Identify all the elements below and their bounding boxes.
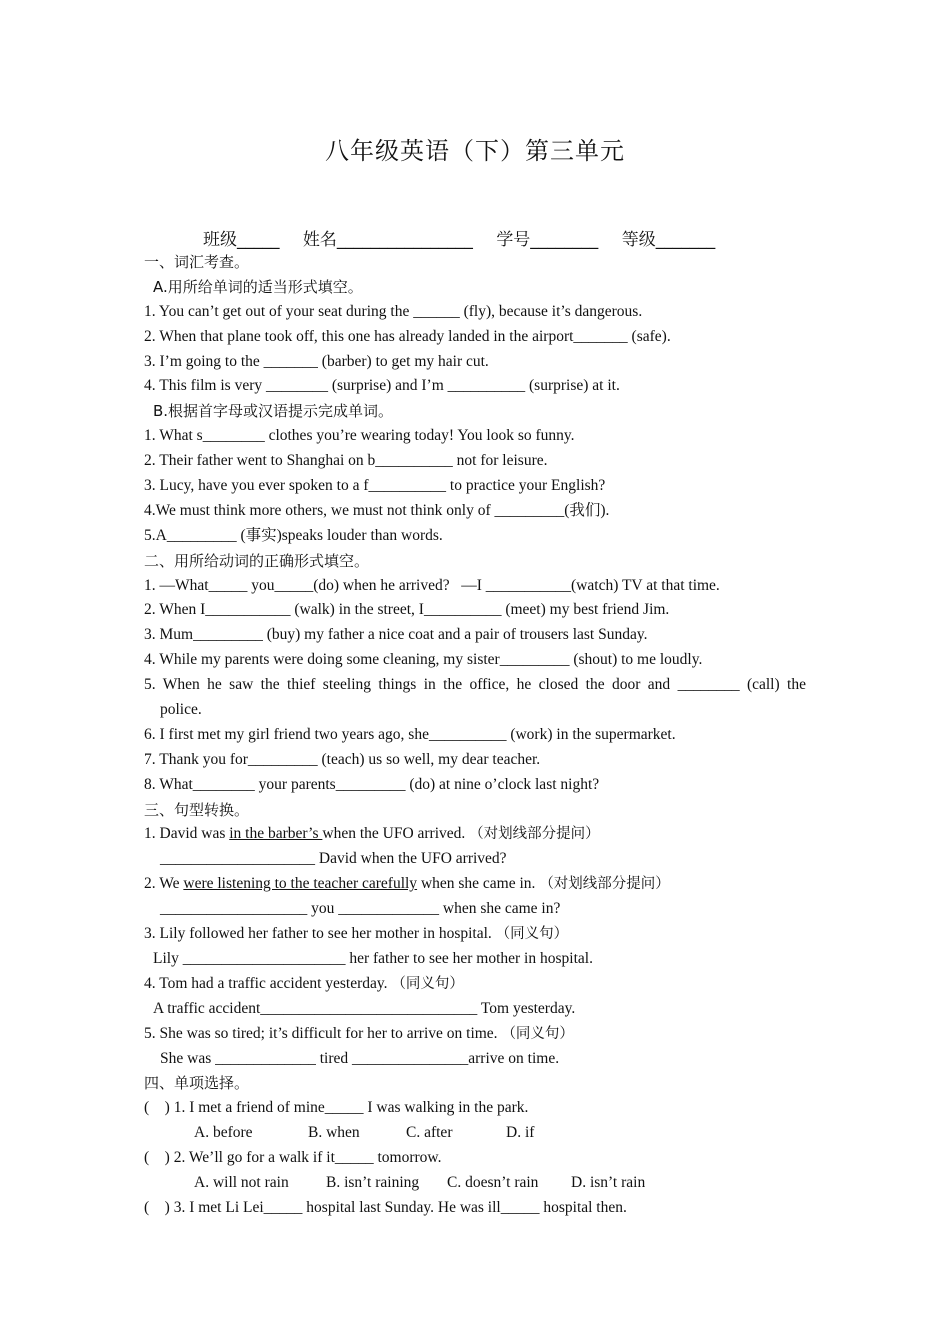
section-heading-verb-forms: 二、用所给动词的正确形式填空。 [144,551,370,570]
mc-question: ( ) 1. I met a friend of mine_____ I was walking in the park. [144,1099,529,1117]
option-c: C. after [406,1124,453,1142]
question-line: 5.A_________ (事实)speaks louder than words. [144,526,443,544]
mc-options [144,1171,814,1196]
question-note: （同义句） [501,1025,574,1042]
answer-line: ___________________ you _____________ when she came in? [160,900,561,918]
mc-options [144,1121,814,1146]
question-line: 7. Thank you for_________ (teach) us so well, my dear teacher. [144,750,541,768]
section-heading-multiple-choice: 四、单项选择。 [144,1074,250,1093]
option-d: D. isn’t rain [571,1173,646,1191]
question-line [144,972,814,997]
worksheet-body [144,250,814,1221]
question-text: 5. She was so tired; it’s difficult for her to arrive on time. [144,1024,502,1042]
question-text: when she came in. [417,875,540,893]
option-a: A. will not rain [194,1173,289,1191]
question-text: 3. Lily followed her father to see her mother in hospital. [144,925,496,943]
question-line: 4. While my parents were doing some cleaning, my sister_________ (shout) to me loudly. [144,651,703,669]
question-note: （对划线部分提问） [469,826,600,843]
question-line [144,822,814,847]
page-title: 八年级英语（下）第三单元 [325,137,625,165]
answer-line: A traffic accident____________________________ Tom yesterday. [153,999,576,1017]
question-line: 1. —What_____ you_____(do) when he arrived? —I ___________(watch) TV at that time. [144,576,720,594]
question-line: 1. What s________ clothes you’re wearing today! You look so funny. [144,427,575,445]
underlined-phrase: in the barber’s [229,825,323,843]
question-line: 2. When I___________ (walk) in the street, I__________ (meet) my best friend Jim. [144,601,670,619]
question-line [144,872,814,897]
answer-line: ____________________ David when the UFO arrived? [160,850,507,868]
subsection-a-instruction: A.用所给单词的适当形式填空。 [153,277,363,296]
section-heading-vocabulary: 一、词汇考查。 [144,253,250,271]
question-line: 1. You can’t get out of your seat during the ______ (fly), because it’s dangerous. [144,302,643,320]
underlined-phrase: were listening to the teacher carefully [183,875,418,893]
question-line: 4. This film is very ________ (surprise) and I’m __________ (surprise) at it. [144,377,620,395]
question-line: 4.We must think more others, we must not think only of _________(我们). [144,501,610,519]
question-line: 8. What________ your parents_________ (do) at nine o’clock last night? [144,775,600,793]
question-line: 2. When that plane took off, this one has already landed in the airport_______ (safe). [144,327,671,345]
grade-field: 等级_______ [621,230,716,250]
question-line: 3. Mum_________ (buy) my father a nice coat and a pair of trousers last Sunday. [144,626,648,644]
section-heading-sentence-transform: 三、句型转换。 [144,800,250,819]
question-note: （同义句） [391,975,464,992]
question-line: 2. Their father went to Shanghai on b__________ not for leisure. [144,452,548,470]
option-b: B. isn’t raining [326,1173,420,1191]
option-b: B. when [308,1124,360,1142]
subsection-b-instruction: B.根据首字母或汉语提示完成单词。 [153,402,394,421]
answer-line: Lily _____________________ her father to see her mother in hospital. [153,949,593,967]
question-text: 1. David was [144,825,230,843]
mc-question: ( ) 3. I met Li Lei_____ hospital last Sunday. He was ill_____ hospital then. [144,1198,627,1216]
question-text: 2. We [144,875,184,893]
answer-line: She was _____________ tired _______________arrive on time. [160,1049,560,1067]
class-field: 班级_____ [203,230,280,250]
question-line [144,1022,814,1047]
question-line: 6. I first met my girl friend two years ago, she__________ (work) in the supermarket. [144,725,676,743]
question-line: 5. When he saw the thief steeling things in the office, he closed the door and ________ (call) the [144,676,806,694]
question-note: （同义句） [495,926,569,943]
question-text: 4. Tom had a traffic accident yesterday. [144,974,392,992]
question-note: （对划线部分提问） [539,876,670,893]
mc-question: ( ) 2. We’ll go for a walk if it_____ tomorrow. [144,1149,442,1167]
option-d: D. if [506,1124,535,1142]
question-line: 3. Lucy, have you ever spoken to a f__________ to practice your English? [144,477,606,495]
question-line: 3. I’m going to the _______ (barber) to get my hair cut. [144,352,489,370]
question-line-continuation: police. [160,701,202,719]
number-field: 学号________ [496,230,599,250]
question-text: when the UFO arrived. [322,825,470,843]
question-line [144,922,814,947]
student-info-line [203,225,733,250]
option-a: A. before [194,1124,253,1142]
name-field: 姓名________________ [302,230,473,250]
option-c: C. doesn’t rain [447,1173,539,1191]
